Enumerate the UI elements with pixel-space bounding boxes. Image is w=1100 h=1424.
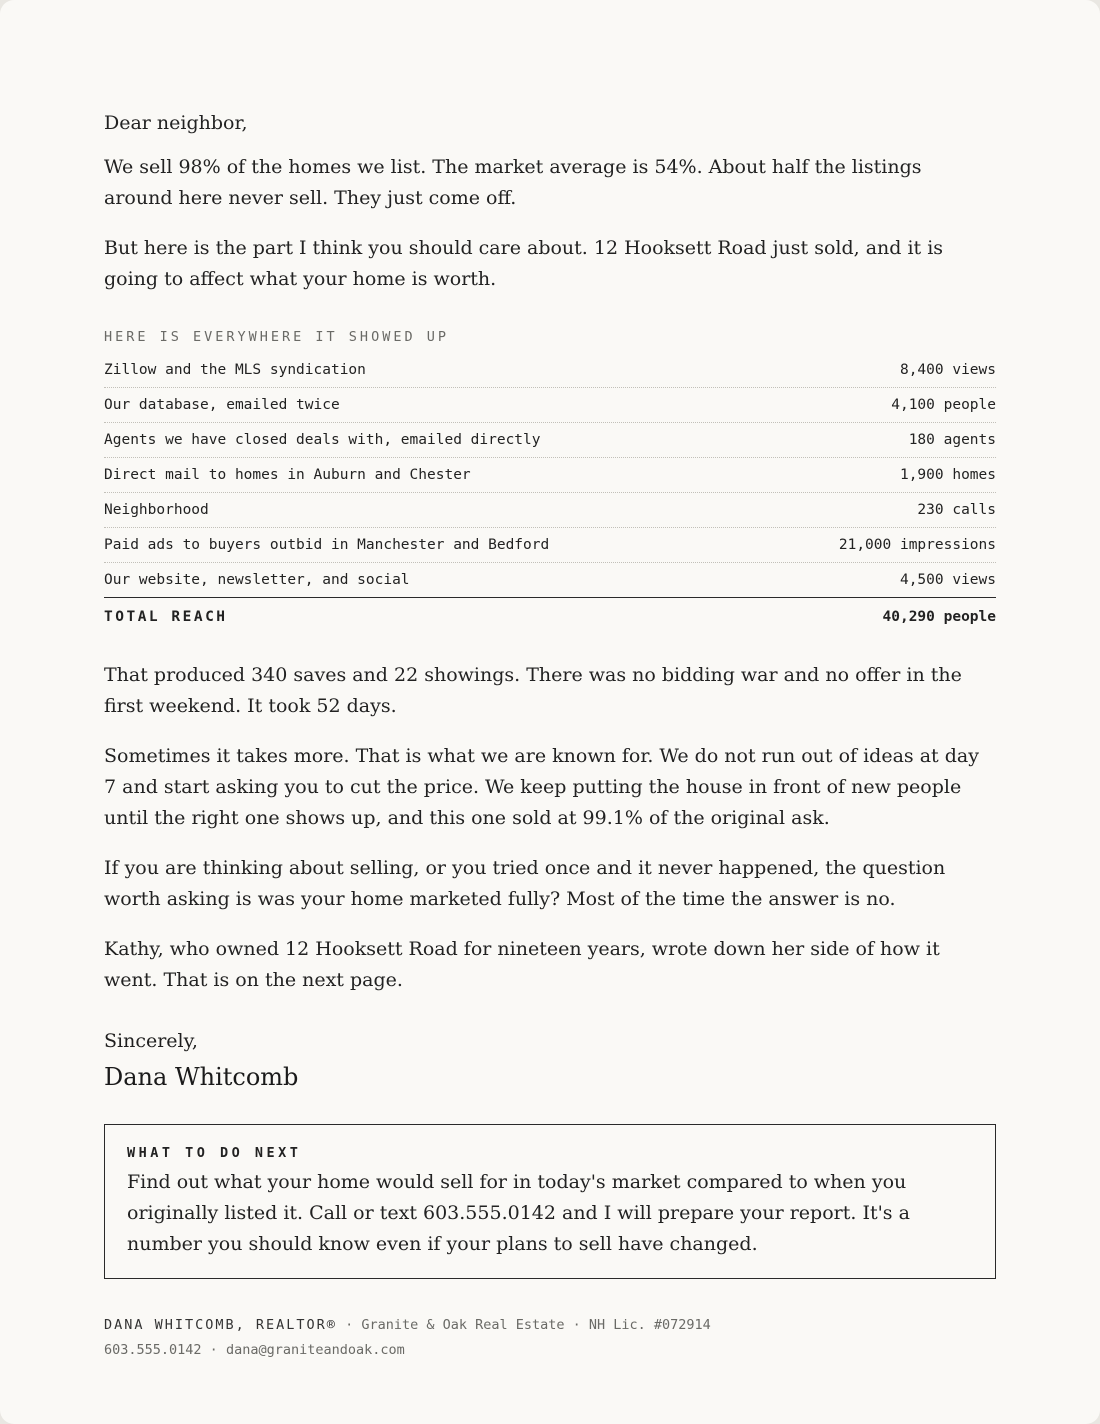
reach-total-row <box>104 598 996 636</box>
reach-total-value: 40,290 people <box>882 609 996 625</box>
cta-label: WHAT TO DO NEXT <box>127 1145 302 1161</box>
intro-paragraph: But here is the part I think you should care about. 12 Hooksett Road just sold, and it is going to affect what your home is worth. <box>104 237 944 290</box>
reach-value: 4,100 people <box>891 397 996 413</box>
reach-section-label: HERE IS EVERYWHERE IT SHOWED UP <box>104 329 449 345</box>
reach-value: 8,400 views <box>899 362 996 378</box>
reach-channel: Paid ads to buyers outbid in Manchester and Bedford <box>104 537 550 553</box>
reach-value: 4,500 views <box>899 572 996 588</box>
reach-channel: Agents we have closed deals with, emailed directly <box>104 432 541 448</box>
footer-email: dana@graniteandoak.com <box>225 1342 405 1358</box>
footer-brokerage-license: · Granite & Oak Real Estate · NH Lic. #072914 <box>336 1317 711 1333</box>
reach-value: 180 agents <box>908 432 996 448</box>
reach-channel: Neighborhood <box>104 502 209 518</box>
body-paragraph: That produced 340 saves and 22 showings. There was no bidding war and no offer in the first weekend. It took 52 days. <box>104 664 962 717</box>
footer <box>104 1313 996 1363</box>
footer-line-2 <box>104 1338 996 1363</box>
reach-row <box>104 388 996 423</box>
cta-text: Find out what your home would sell for in today's market compared to when you originally listed it. Call or text 603.555.0142 and I will prepare your report. It's a number you should know even if your plans to sell have changed. <box>127 1171 910 1255</box>
reach-table <box>104 353 996 636</box>
footer-line-1 <box>104 1313 996 1338</box>
body-paragraph: Sometimes it takes more. That is what we are known for. We do not run out of ideas at day 7 and start asking you to cut the price. We keep putting the house in front of new people until the right one shows up, and this one sold at 99.1% of the original ask. <box>104 745 979 829</box>
footer-agent-name: DANA WHITCOMB, REALTOR® <box>104 1317 337 1333</box>
reach-channel: Zillow and the MLS syndication <box>104 362 366 378</box>
footer-separator: · <box>201 1342 226 1358</box>
reach-value: 230 calls <box>917 502 996 518</box>
reach-value: 21,000 impressions <box>838 537 996 553</box>
reach-channel: Our database, emailed twice <box>104 397 340 413</box>
reach-row <box>104 493 996 528</box>
sign-off: Sincerely, <box>104 1030 198 1052</box>
reach-channel: Our website, newsletter, and social <box>104 572 410 588</box>
greeting: Dear neighbor, <box>104 112 248 134</box>
reach-row <box>104 458 996 493</box>
reach-row <box>104 528 996 563</box>
reach-row <box>104 423 996 458</box>
reach-row <box>104 563 996 598</box>
signature: Dana Whitcomb <box>104 1063 299 1091</box>
reach-row <box>104 353 996 388</box>
body-paragraph: Kathy, who owned 12 Hooksett Road for nineteen years, wrote down her side of how it went. That is on the next page. <box>104 938 940 991</box>
footer-phone: 603.555.0142 <box>104 1342 202 1358</box>
intro-paragraph: We sell 98% of the homes we list. The market average is 54%. About half the listings around here never sell. They just come off. <box>104 156 922 209</box>
reach-total-label: TOTAL REACH <box>104 609 228 625</box>
body-paragraph: If you are thinking about selling, or you tried once and it never happened, the question worth asking is was your home marketed fully? Most of the time the answer is no. <box>104 857 946 910</box>
reach-value: 1,900 homes <box>899 467 996 483</box>
letter-body <box>104 660 996 996</box>
cta-box <box>104 1124 996 1279</box>
reach-channel: Direct mail to homes in Auburn and Chester <box>104 467 471 483</box>
